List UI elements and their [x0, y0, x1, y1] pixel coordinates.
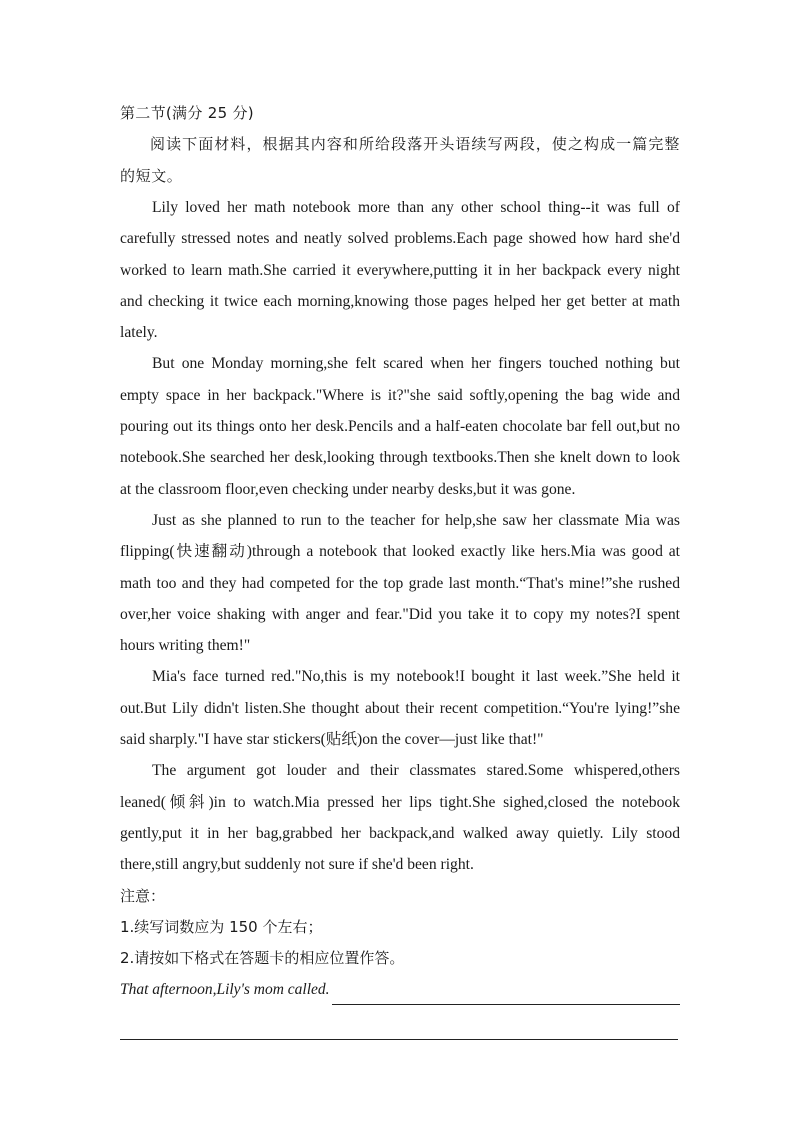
answer-start-row — [120, 974, 680, 1005]
task-instruction: 阅读下面材料，根据其内容和所给段落开头语续写两段，使之构成一篇完整的短文。 — [120, 135, 680, 185]
answer-blank-line-full — [120, 1005, 678, 1040]
notes-heading: 注意： — [120, 886, 166, 905]
story-paragraph-1: Lily loved her math notebook more than any other school thing--it was full of carefully stressed notes and neatly solved problems.Each page showed how hard she'd worked to learn math.She carried it everywhere,putting it in her backpack every night and checking it twice each morning,knowing those pages helped her get better at math lately. — [120, 199, 680, 342]
answer-blank-line — [332, 982, 680, 1005]
story-paragraph-5: The argument got louder and their classmates stared.Some whispered,others leaned(倾斜)in to watch.Mia pressed her lips tight.She sighed,closed the notebook gently,put it in her bag,grabbed her backpack,and walked away quietly. Lily stood there,still angry,but suddenly not sure if she'd been right. — [120, 762, 680, 874]
note-item-format: 2.请按如下格式在答题卡的相应位置作答。 — [120, 948, 405, 967]
answer-start-sentence: That afternoon,Lily's mom called. — [120, 980, 330, 998]
section-title: 第二节(满分 25 分) — [120, 104, 254, 122]
note-item-word-count: 1.续写词数应为 150 个左右； — [120, 917, 323, 936]
story-paragraph-2: But one Monday morning,she felt scared when her fingers touched nothing but empty space in her backpack."Where is it?"she said softly,opening the bag wide and pouring out its things onto her desk.Pencils and a half-eaten chocolate bar fell out,but no notebook.She searched her desk,looking through textbooks.Then she knelt down to look at the classroom floor,even checking under nearby desks,but it was gone. — [120, 355, 680, 498]
exam-content — [120, 98, 680, 1040]
story-paragraph-4: Mia's face turned red."No,this is my notebook!I bought it last week.”She held it out.But Lily didn't listen.She thought about their recent competition.“You're lying!”she said sharply."I have star stickers(贴纸)on the cover—just like that!" — [120, 668, 680, 749]
story-paragraph-3: Just as she planned to run to the teacher for help,she saw her classmate Mia was flipping(快速翻动)through a notebook that looked exactly like hers.Mia was good at math too and they had competed for the top grade last month.“That's mine!”she rushed over,her voice shaking with anger and fear."Did you take it to copy my notes?I spent hours writing them!" — [120, 511, 680, 655]
